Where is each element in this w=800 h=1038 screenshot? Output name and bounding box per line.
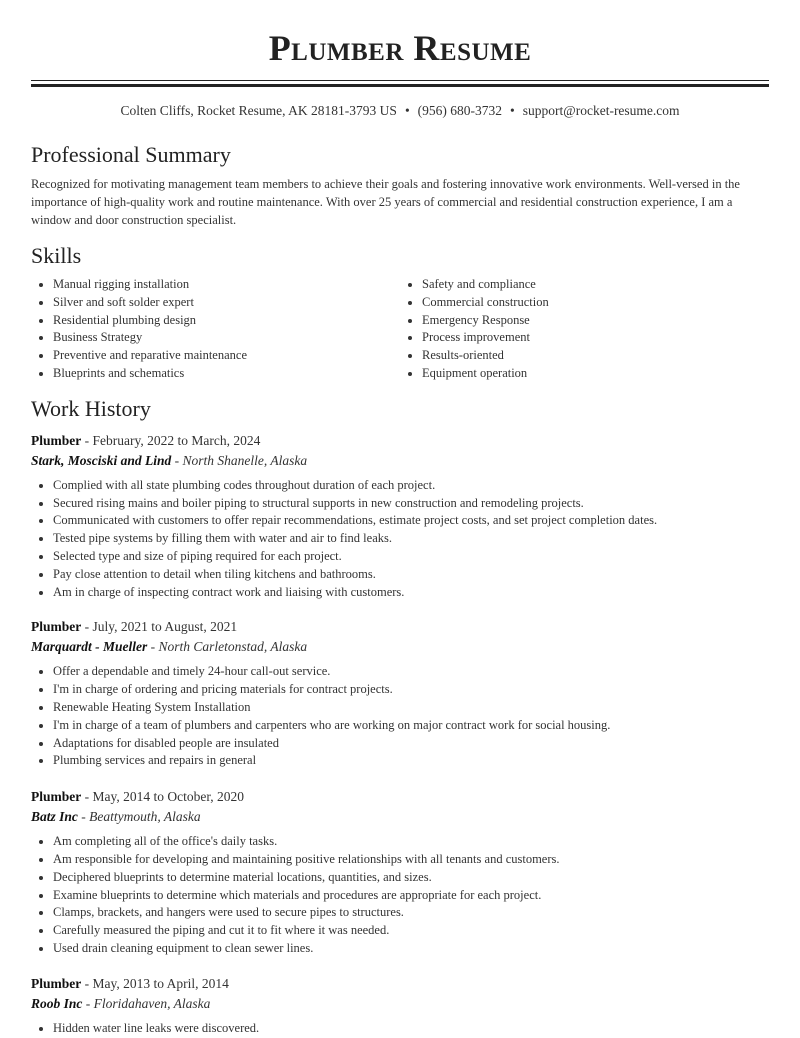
contact-email[interactable]: support@rocket-resume.com xyxy=(522,103,680,118)
skill-item: • Preventive and reparative maintenance xyxy=(53,347,400,365)
skill-item: • Business Strategy xyxy=(53,329,400,347)
title-rule-thick xyxy=(31,84,769,87)
duty-item: • Offer a dependable and timely 24-hour call-out service. xyxy=(53,663,769,681)
duty-item: • Hidden water line leaks were discovered. xyxy=(53,1020,769,1038)
duty-item: • I'm in charge of ordering and pricing materials for contract projects. xyxy=(53,681,769,699)
resume-page xyxy=(31,0,769,1038)
job-company: Marquardt - Mueller xyxy=(31,639,148,655)
job-entry xyxy=(31,974,769,1038)
summary-heading: Professional Summary xyxy=(31,142,231,167)
duty-item: • Communicated with customers to offer repair recommendations, estimate project costs, and set project completion dates. xyxy=(53,512,769,530)
job-entry xyxy=(31,617,769,770)
job-role: Plumber xyxy=(31,789,82,805)
job-company-line xyxy=(31,637,769,657)
duty-item: • Adaptations for disabled people are insulated xyxy=(53,735,769,753)
job-company-line xyxy=(31,451,769,471)
duty-item: • Tested pipe systems by filling them with water and air to find leaks. xyxy=(53,530,769,548)
skills-list xyxy=(31,276,769,383)
duty-item: • Am completing all of the office's daily tasks. xyxy=(53,833,769,851)
job-duties xyxy=(31,663,769,770)
skill-item: • Silver and soft solder expert xyxy=(53,294,400,312)
job-location: - Beattymouth, Alaska xyxy=(77,809,201,825)
job-dates: - February, 2022 to March, 2024 xyxy=(81,432,261,448)
skill-item: • Process improvement xyxy=(422,329,769,347)
duty-item: • Pay close attention to detail when tiling kitchens and bathrooms. xyxy=(53,566,769,584)
duty-item: • Plumbing services and repairs in general xyxy=(53,752,769,770)
contact-line xyxy=(31,101,769,121)
skills-column-right xyxy=(400,276,769,383)
job-role: Plumber xyxy=(31,619,82,635)
job-role: Plumber xyxy=(31,432,82,448)
duty-item: • Examine blueprints to determine which materials and procedures are appropriate for each project. xyxy=(53,887,769,905)
duty-item: • Renewable Heating System Installation xyxy=(53,699,769,717)
skills-column-left xyxy=(31,276,400,383)
contact-separator: • xyxy=(404,103,410,118)
duty-item: • Carefully measured the piping and cut it to fit where it was needed. xyxy=(53,922,769,940)
skill-item: • Safety and compliance xyxy=(422,276,769,294)
contact-phone: (956) 680-3732 xyxy=(417,103,503,118)
job-dates: - July, 2021 to August, 2021 xyxy=(81,619,238,635)
skills-heading: Skills xyxy=(31,243,82,268)
skill-item: • Commercial construction xyxy=(422,294,769,312)
skill-item: • Residential plumbing design xyxy=(53,312,400,330)
job-company-line xyxy=(31,807,769,827)
skill-item: • Equipment operation xyxy=(422,365,769,383)
duty-item: • Clamps, brackets, and hangers were used to secure pipes to structures. xyxy=(53,904,769,922)
job-company: Roob Inc xyxy=(31,995,83,1011)
job-location: - North Shanelle, Alaska xyxy=(171,452,308,468)
skill-item: • Blueprints and schematics xyxy=(53,365,400,383)
job-company: Batz Inc xyxy=(31,809,78,825)
job-company-line xyxy=(31,994,769,1014)
job-dates: - May, 2013 to April, 2014 xyxy=(81,975,229,991)
job-entry xyxy=(31,787,769,958)
job-title-line xyxy=(31,787,769,807)
job-title-line xyxy=(31,974,769,994)
skill-item: • Emergency Response xyxy=(422,312,769,330)
job-dates: - May, 2014 to October, 2020 xyxy=(81,789,245,805)
job-duties xyxy=(31,833,769,958)
skill-item: • Manual rigging installation xyxy=(53,276,400,294)
duty-item: • I'm in charge of a team of plumbers and carpenters who are working on major contract work for social housing. xyxy=(53,717,769,735)
job-company: Stark, Mosciski and Lind xyxy=(31,452,172,468)
job-duties xyxy=(31,477,769,602)
duty-item: • Deciphered blueprints to determine material locations, quantities, and sizes. xyxy=(53,869,769,887)
job-entry xyxy=(31,431,769,602)
duty-item: • Am in charge of inspecting contract work and liaising with customers. xyxy=(53,584,769,602)
page-title: Plumber Resume xyxy=(268,28,532,68)
job-location: - Floridahaven, Alaska xyxy=(82,995,211,1011)
contact-address: Colten Cliffs, Rocket Resume, AK 28181-3793 US xyxy=(120,103,397,118)
job-location: - North Carletonstad, Alaska xyxy=(147,639,308,655)
duty-item: • Secured rising mains and boiler piping to structural supports in new construction and remodeling projects. xyxy=(53,495,769,513)
duty-item: • Selected type and size of piping required for each project. xyxy=(53,548,769,566)
duty-item: • Am responsible for developing and maintaining positive relationships with all tenants and customers. xyxy=(53,851,769,869)
summary-text: Recognized for motivating management team members to achieve their goals and fostering innovative work environments. Well-versed in the importance of high-quality work and routine maintenance. With over 25 years of commercial and residential construction experience, I am a window and door construction specialist. xyxy=(31,177,740,227)
duty-item: • Used drain cleaning equipment to clean sewer lines. xyxy=(53,940,769,958)
job-role: Plumber xyxy=(31,975,82,991)
duty-item: • Complied with all state plumbing codes throughout duration of each project. xyxy=(53,477,769,495)
contact-separator: • xyxy=(510,103,515,118)
job-title-line xyxy=(31,431,769,451)
title-rule-thin xyxy=(31,80,769,81)
job-title-line xyxy=(31,617,769,637)
work-history-heading: Work History xyxy=(31,395,151,421)
skill-item: • Results-oriented xyxy=(422,347,769,365)
